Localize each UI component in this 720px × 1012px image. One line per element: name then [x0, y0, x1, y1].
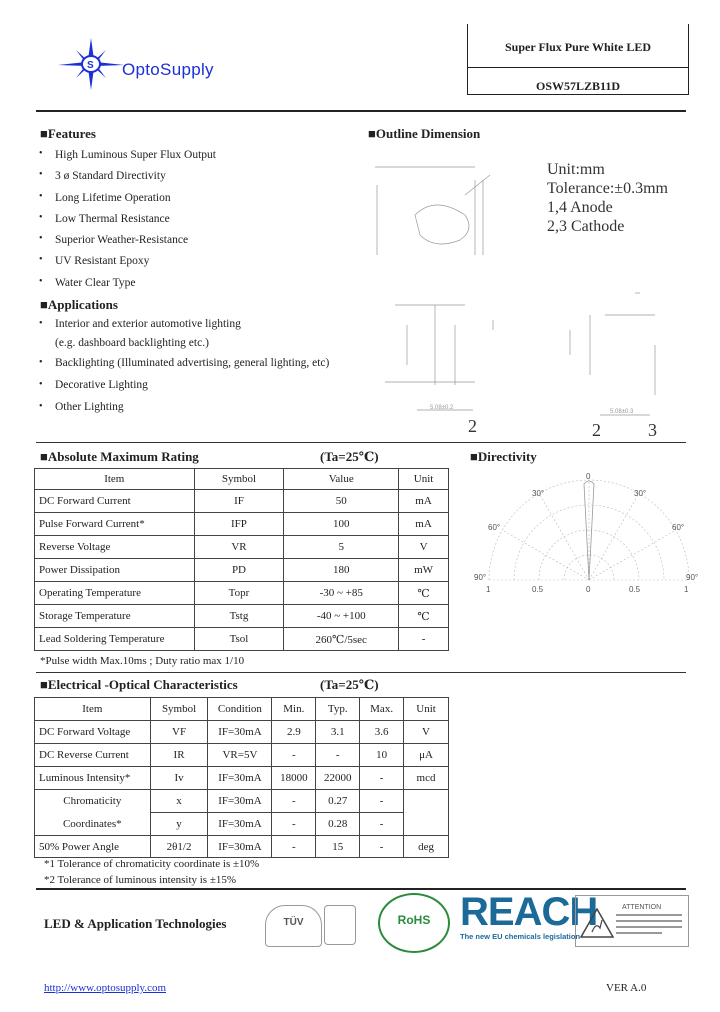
svg-text:0: 0	[586, 585, 591, 594]
column-header: Typ.	[316, 698, 360, 721]
part-number: OSW57LZB11D	[535, 79, 621, 93]
list-item: • Water Clear Type	[39, 276, 349, 297]
svg-text:S: S	[87, 60, 94, 71]
abs-max-condition: (Ta=25℃)	[320, 449, 379, 464]
table-row: Lead Soldering Temperature Tsol 260℃/5sec -	[35, 628, 449, 651]
column-header: Symbol	[194, 469, 284, 490]
list-item: • Decorative Lighting	[39, 379, 148, 391]
list-item: • UV Resistant Epoxy	[39, 254, 349, 275]
list-item: • Backlighting (Illuminated advertising, general lighting, etc)	[39, 357, 330, 369]
star-logo-icon	[56, 38, 126, 90]
svg-text:0.5: 0.5	[532, 585, 544, 594]
table-row: Reverse Voltage VR 5 V	[35, 536, 449, 559]
column-header: Unit	[404, 698, 449, 721]
eo-condition: (Ta=25℃)	[320, 677, 379, 692]
section-divider	[36, 672, 686, 673]
eo-table	[34, 697, 449, 858]
list-item: • 3 ø Standard Directivity	[39, 169, 349, 190]
table-row: Power Dissipation PD 180 mW	[35, 559, 449, 582]
tuv-logo	[265, 905, 322, 947]
reach-subtitle: The new EU chemicals legislation	[460, 932, 581, 941]
svg-text:0: 0	[586, 472, 591, 481]
column-header: Item	[35, 698, 151, 721]
outline-unit: Unit:mm Tolerance:±0.3mm 1,4 Anode 2,3 Cathode	[547, 161, 668, 235]
table-row: Luminous Intensity* Iv IF=30mA 18000 22000 - mcd	[35, 767, 449, 790]
svg-text:1: 1	[486, 585, 491, 594]
column-header: Max.	[360, 698, 404, 721]
column-header: Symbol	[150, 698, 208, 721]
header-box	[467, 24, 689, 95]
reach-logo	[460, 890, 598, 944]
website-link[interactable]: http://www.optosupply.com	[44, 982, 167, 994]
directivity-chart	[474, 472, 704, 602]
list-item: • Long Lifetime Operation	[39, 191, 349, 212]
applications-heading: ■Applications	[40, 297, 118, 312]
list-item: • Interior and exterior automotive lighting	[39, 318, 241, 330]
table-row: 50% Power Angle 2θ1/2 IF=30mA - 15 - deg	[35, 836, 449, 858]
version-label: VER A.0	[606, 982, 647, 994]
eo-note-2: *2 Tolerance of luminous intensity is ±15%	[44, 874, 237, 886]
svg-text:90°: 90°	[474, 573, 487, 582]
pin-label: 2	[468, 416, 477, 436]
features-list	[39, 148, 349, 297]
company-name: LED & Application Technologies	[44, 916, 227, 931]
pin-label: 3	[648, 420, 657, 440]
list-item: (e.g. dashboard backlighting etc.)	[55, 337, 209, 349]
abs-max-footnote: *Pulse width Max.10ms ; Duty ratio max 1/10	[40, 655, 245, 667]
column-header: Item	[35, 469, 195, 490]
column-header: Min.	[272, 698, 316, 721]
abs-max-table	[34, 468, 449, 651]
list-item: • Other Lighting	[39, 401, 124, 413]
header-divider	[36, 110, 686, 112]
table-row: Pulse Forward Current* IFP 100 mA	[35, 513, 449, 536]
table-row: Storage Temperature Tstg -40 ~ +100 ℃	[35, 605, 449, 628]
table-row: DC Reverse Current IR VR=5V - - 10 μA	[35, 744, 449, 767]
outline-heading: ■Outline Dimension	[368, 126, 481, 141]
svg-text:90°: 90°	[686, 573, 699, 582]
table-row: Operating Temperature Topr -30 ~ +85 ℃	[35, 582, 449, 605]
esd-title: ATTENTION	[622, 904, 662, 911]
directivity-heading: ■Directivity	[470, 449, 537, 464]
list-item: • Superior Weather-Resistance	[39, 233, 349, 254]
svg-text:60°: 60°	[488, 523, 501, 532]
pin-label: 2	[592, 420, 601, 440]
rohs-logo	[378, 893, 450, 953]
column-header: Condition	[208, 698, 272, 721]
tuv-label: TÜV	[283, 917, 304, 928]
esd-warning-icon	[580, 908, 614, 938]
table-row: DC Forward Voltage VF IF=30mA 2.9 3.1 3.6 V	[35, 721, 449, 744]
section-divider	[36, 442, 686, 443]
rohs-label: RoHS	[397, 913, 431, 927]
reach-label: REACH	[460, 890, 598, 934]
column-header: Unit	[399, 469, 449, 490]
abs-max-heading: ■Absolute Maximum Rating	[40, 449, 199, 464]
svg-text:30°: 30°	[532, 489, 545, 498]
list-item: • Low Thermal Resistance	[39, 212, 349, 233]
svg-text:0.5: 0.5	[629, 585, 641, 594]
table-row: Chromaticity x IF=30mA - 0.27 -	[35, 790, 449, 813]
svg-text:1: 1	[684, 585, 689, 594]
table-row: Coordinates* y IF=30mA - 0.28 -	[35, 813, 449, 836]
svg-text:5.08±0.2: 5.08±0.2	[430, 405, 454, 411]
eo-heading: ■Electrical -Optical Characteristics	[40, 677, 238, 692]
esd-warning	[575, 895, 689, 947]
list-item: • High Luminous Super Flux Output	[39, 148, 349, 169]
svg-text:5.08±0.3: 5.08±0.3	[610, 409, 634, 415]
svg-text:60°: 60°	[672, 523, 685, 532]
svg-text:30°: 30°	[634, 489, 647, 498]
column-header: Value	[284, 469, 399, 490]
brand-logo	[56, 38, 276, 90]
features-heading: ■Features	[40, 126, 96, 141]
product-title: Super Flux Pure White LED	[504, 40, 652, 54]
brand-name: OptoSupply	[122, 60, 214, 79]
applications-list	[39, 318, 359, 423]
table-row: DC Forward Current IF 50 mA	[35, 490, 449, 513]
eo-note-1: *1 Tolerance of chromaticity coordinate is ±10%	[44, 858, 260, 870]
certification-logo	[324, 905, 356, 945]
